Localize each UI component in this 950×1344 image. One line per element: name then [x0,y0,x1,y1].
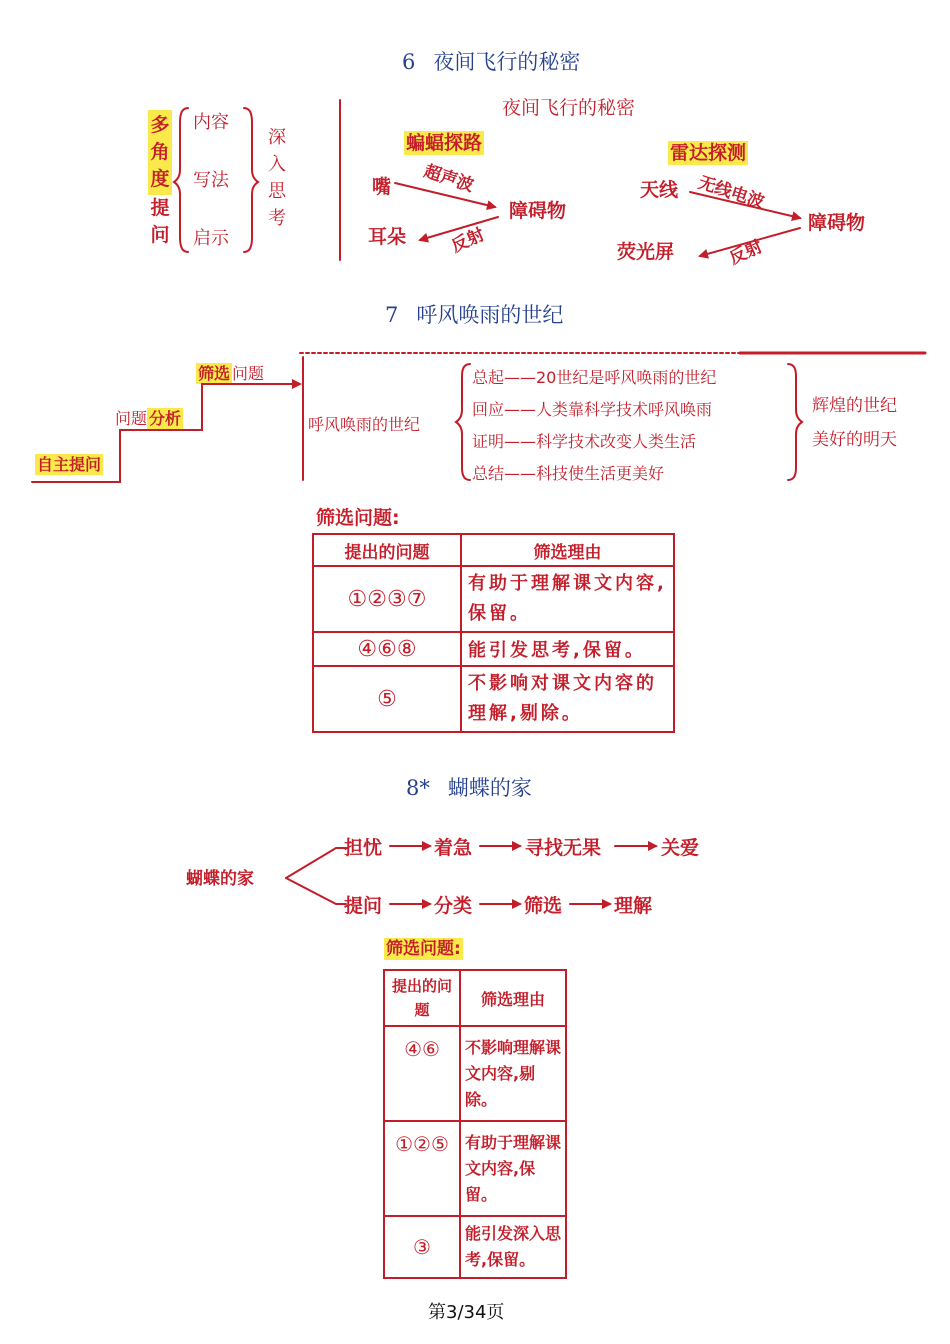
structure-row: 总结——科技使生活更美好 [472,464,665,483]
char: 提 [150,197,170,219]
aspect-writing: 写法 [193,170,229,191]
brace-7-right [788,364,802,480]
table-caption-7: 筛选问题: [316,507,400,529]
left-brace [174,108,188,252]
bat-obstacle: 障碍物 [509,200,567,222]
step-3: 筛选 问题 [198,364,265,383]
reason: 有助于理解课文内容,保留。 [461,566,674,632]
summary-line: 美好的明天 [812,430,897,450]
bat-ear: 耳朵 [368,226,407,248]
diagram-title: 夜间飞行的秘密 [502,97,636,119]
question-numbers: ①②③⑦ [313,566,461,632]
char: 问 [150,224,170,246]
bat-ultrasound: 超声波 [421,161,477,197]
page-number: 第3/34页 [428,1302,505,1323]
right-brace [244,108,258,252]
section-6-number: 6 [402,50,416,74]
radar-reflect: 反射 [726,236,766,269]
structure-row: 总起——20世纪是呼风唤雨的世纪 [472,368,717,387]
chain-item: 着急 [434,837,473,859]
section-7-heading: 呼风唤雨的世纪 [416,303,564,327]
step-1-text: 自主提问 [37,455,102,474]
char: 深 [268,127,286,148]
section-6-heading: 夜间飞行的秘密 [433,50,581,74]
radar-screen: 荧光屏 [617,241,675,263]
bat-reflect: 反射 [448,224,488,257]
char: 思 [268,181,286,202]
char: 多 [150,114,170,136]
radar-antenna: 天线 [640,179,679,201]
char: 角 [150,141,170,163]
reason: 能引发深入思考,保留。 [460,1216,566,1278]
radar-radio-wave: 无线电波 [695,172,767,213]
bat-arrow-back [420,217,498,240]
char: 考 [268,208,286,229]
chain-item: 关爱 [661,837,700,859]
summary-line: 辉煌的世纪 [812,396,897,416]
chain-item: 担忧 [344,837,383,859]
header-questions: 提出的问题 [313,534,461,566]
char: 度 [150,168,170,190]
bat-mouth: 嘴 [372,176,392,198]
staircase [32,384,298,482]
radar-arrow-out [690,192,800,218]
butterfly-home-center: 蝴蝶的家 [186,869,254,889]
structure-row: 回应——人类靠科学技术呼风唤雨 [472,400,713,419]
aspect-inspiration: 启示 [193,228,229,249]
section-8-number: 8* [406,776,430,800]
header-reason: 筛选理由 [460,970,566,1026]
bat-label-text: 蝙蝠探路 [406,132,483,154]
radar-obstacle: 障碍物 [808,212,866,234]
question-numbers: ④⑥ [384,1026,460,1121]
center-topic: 呼风唤雨的世纪 [308,415,421,434]
radar-label-text: 雷达探测 [670,142,747,164]
reason: 不影响理解课文内容,剔除。 [460,1026,566,1121]
fork-lower [286,878,346,904]
structure-row: 证明——科学技术改变人类生活 [472,432,697,451]
header-questions: 提出的问题 [384,970,460,1026]
reason: 不影响对课文内容的理解,剔除。 [461,666,674,732]
fork-upper [286,848,346,878]
header-reason: 筛选理由 [461,534,674,566]
char: 入 [268,154,286,175]
brace-7-left [456,364,470,480]
chain-item: 筛选 [524,895,563,917]
chain-item: 分类 [434,895,473,917]
chain-item: 理解 [614,895,653,917]
section-8-heading: 蝴蝶的家 [447,776,532,800]
chain-item: 提问 [344,895,383,917]
reason: 能引发思考,保留。 [461,632,674,666]
radar-arrow-back [700,228,800,256]
section-7-number: 7 [385,303,399,327]
question-numbers: ①②⑤ [384,1121,460,1216]
question-numbers: ⑤ [313,666,461,732]
step-2: 问题 分析 [115,409,182,428]
table-caption-8-text: 筛选问题: [386,939,461,959]
aspect-content: 内容 [193,112,229,133]
reason: 有助于理解课文内容,保留。 [460,1121,566,1216]
question-numbers: ④⑥⑧ [313,632,461,666]
question-numbers: ③ [384,1216,460,1278]
chain-item: 寻找无果 [525,837,602,859]
bat-arrow-out [395,183,495,207]
